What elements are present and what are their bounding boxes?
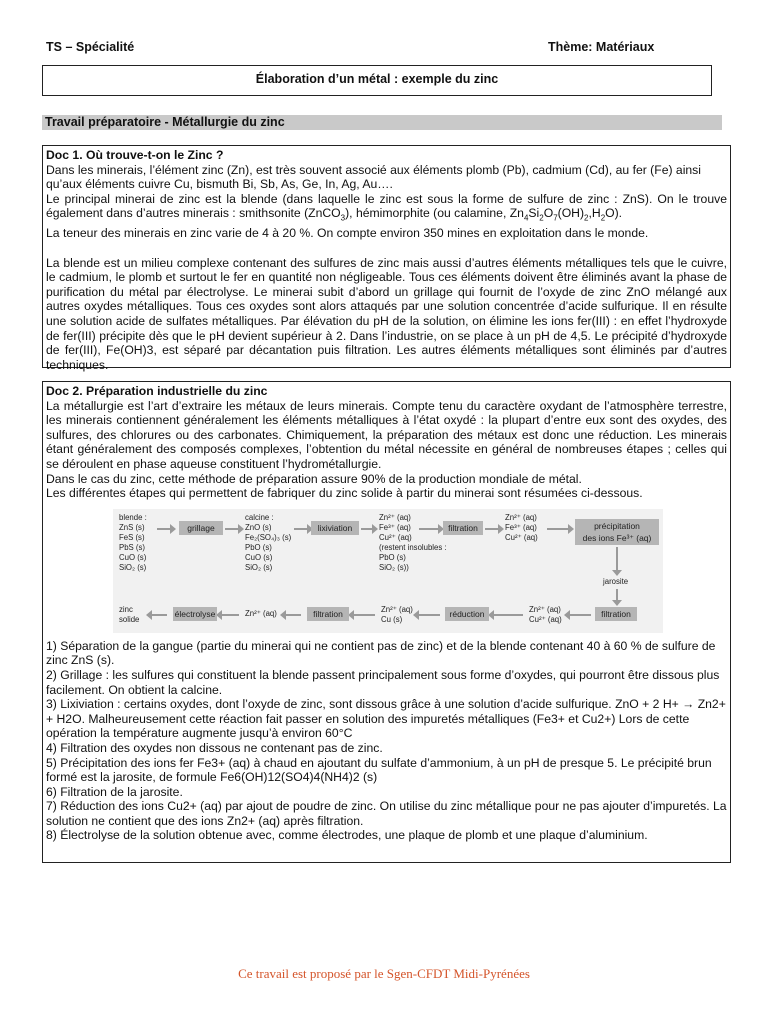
calcine-item: CuO (s) [245,552,273,562]
section-title: Travail préparatoire - Métallurgie du zinc [42,115,722,130]
solution3-item: Cu²⁺ (aq) [529,614,562,624]
step-text-4: 4) Filtration des oxydes non dissous ne contenant pas de zinc. [46,740,383,755]
blende-item: CuO (s) [119,552,147,562]
header-right: Thème: Matériaux [548,40,655,54]
arrow-down-icon [616,547,618,571]
doc2-paragraph-1: La métallurgie est l’art d’extraire les métaux de leurs minerais. Compte tenu du caractère oxydant de l’atmosphère terrestre, les minerais contiennent généralement les éléments métalliques à l’état oxydé : la plupart d’entre eux sont des oxydes, des sulfures, des chlorures ou des carbonates. Chimiquement, la préparation des métaux est donc une réduction. Les minerais étant généralement des composés complexes, l’obtention du métal nécessite en général de nombreuses étapes ; celles qui se déroulent en phase aqueuse constituent l’hydrométallurgie. [46,398,727,471]
calcine-title: calcine : [245,512,274,522]
arrow-left-icon [353,614,375,616]
arrow-left-icon [151,614,167,616]
doc1-box [42,145,731,372]
doc2-title: Doc 2. Préparation industrielle du zinc [46,384,268,398]
step-precipitation: précipitation des ions Fe³⁺ (aq) [575,519,659,545]
arrow-right-icon [225,528,239,530]
solution1-item: PbO (s) [379,552,406,562]
solution2-item: Cu²⁺ (aq) [505,532,538,542]
step-reduction: réduction [445,607,489,621]
solution1-column [379,513,447,573]
step-text-6: 6) Filtration de la jarosite. [46,784,183,799]
arrow-left-icon [493,614,523,616]
solution3-item: Zn²⁺ (aq) [529,604,561,614]
calcine-column [245,513,291,573]
doc2-box [42,381,731,863]
solution4-item: Zn²⁺ (aq) [381,604,413,614]
step-lixiviation: lixiviation [311,521,359,535]
step-filtration-3: filtration [307,607,349,621]
calcine-item: ZnO (s) [245,522,272,532]
process-diagram [113,509,663,633]
step-electrolyse: électrolyse [174,608,216,619]
blende-column [119,513,147,573]
doc2-paragraph-2: Dans le cas du zinc, cette méthode de préparation assure 90% de la production mondiale de métal. [46,471,582,486]
calcine-item: PbO (s) [245,542,272,552]
step-text-3: 3) Lixiviation : certains oxydes, dont l’oxyde de zinc, sont dissous grâce à une solution d’acide sulfurique. ZnO + 2 H+ → Zn2+ + H2O. Malheureusement cette réaction fait passer en solution des impuretés métalliques (Fe3+ et Cu2+) Lors de cette opération la température augmente jusqu’à environ 60°C [46,697,726,741]
arrow-right-icon [361,528,373,530]
step-filtration-2: filtration [595,607,637,621]
blende-item: PbS (s) [119,542,145,552]
arrow-right-icon [547,528,569,530]
doc1-paragraph-4: La blende est un milieu complexe contenant des sulfures de zinc mais aussi d’autres éléments métalliques tels que le cuivre, le cadmium, le plomb et surtout le fer en quantité non négligeable. Tous ces éléments doivent être éliminés avant la phase de purification du métal par électrolyse. Le minerai subit d’abord un grillage qui fournit de l’oxyde de zinc ZnO mélangé aux autres oxydes métalliques. Tous ces oxydes sont alors attaqués par une solution concentrée d’acide sulfurique. Il en résulte une solution acide de sulfates métalliques. Par élévation du pH de la solution, on élimine les ions fer(III) : en effet l’hydroxyde de fer(III) précipite dès que le pH devient supérieur à 2. Dans l’industrie, on se place à un pH de 4,5. Le précipité d’hydroxyde de fer(III), Fe(OH)3, est séparé par décantation puis filtration. Les autres éléments métalliques sont éliminés par d’autres techniques. [46,255,727,372]
solution1-item: Zn²⁺ (aq) [379,512,411,522]
blende-item: FeS (s) [119,532,145,542]
solution1-item: Cu²⁺ (aq) [379,532,412,542]
doc1-title: Doc 1. Où trouve-t-on le Zinc ? [46,148,224,162]
solution3-column [529,605,562,625]
solution1-item: Fe³⁺ (aq) [379,522,411,532]
arrow-left-icon [221,614,239,616]
arrow-right-icon [157,528,171,530]
doc2-paragraph-3: Les différentes étapes qui permettent de fabriquer du zinc solide à partir du minerai sont résumées ci-dessous. [46,486,643,501]
arrow-down-icon [616,589,618,601]
arrow-left-icon [418,614,440,616]
blende-item: ZnS (s) [119,522,145,532]
doc1-paragraph-1: Dans les minerais, l’élément zinc (Zn), est très souvent associé aux éléments plomb (Pb), cadmium (Cd), au fer (Fe) ainsi qu’aux éléments cuivre Cu, bismuth Bi, Sb, As, Ge, In, Ag, Au…. [46,162,701,192]
step-text-8: 8) Électrolyse de la solution obtenue avec, comme électrodes, une plaque de plomb et une plaque d’aluminium. [46,828,648,843]
solution1-item: SiO₂ (s)) [379,562,409,572]
jarosite-label: jarosite [603,576,629,586]
solution2-column [505,513,538,543]
step-text-5: 5) Précipitation des ions fer Fe3+ (aq) à chaud en ajoutant du sulfate d’ammonium, à un pH de presque 5. Le précipité brun formé est la jarosite, de formule Fe6(OH)12(SO4)4(NH4)2 (s) [46,755,712,785]
doc1-paragraph-3: La teneur des minerais en zinc varie de 4 à 20 %. On compte environ 350 mines en exploitation dans le monde. [46,226,649,241]
zinc-solide-label: zinc solide [119,604,140,624]
footer-credit: Ce travail est proposé par le Sgen-CFDT Midi-Pyrénées [238,966,530,981]
solution2-item: Zn²⁺ (aq) [505,512,537,522]
step-grillage: grillage [179,521,223,535]
arrow-left-icon [569,614,591,616]
blende-title: blende : [119,512,147,522]
arrow-right-icon [419,528,439,530]
solution4-column [381,605,413,625]
step-text-2: 2) Grillage : les sulfures qui constituent la blende passent principalement sous forme d’oxydes, qui pourront être dissous plus facilement. On obtient la calcine. [46,667,720,697]
calcine-item: Fe₂(SO₄)₃ (s) [245,532,292,542]
solution5-label: Zn²⁺ (aq) [245,608,277,618]
arrow-left-icon [285,614,301,616]
solution4-item: Cu (s) [381,614,403,624]
calcine-item: SiO₂ (s) [245,562,273,572]
step-text-7: 7) Réduction des ions Cu2+ (aq) par ajout de poudre de zinc. On utilise du zinc métallique pour ne pas ajouter d’impuretés. La solution ne contient que des ions Zn2+ (aq) après filtration. [46,799,727,828]
step-text-1: 1) Séparation de la gangue (partie du minerai qui ne contient pas de zinc) et de la blende contenant 40 à 60 % de sulfure de zinc ZnS (s). [46,638,716,668]
page-title: Élaboration d’un métal : exemple du zinc [42,65,712,96]
arrow-right-icon [485,528,499,530]
header-left: TS – Spécialité [46,40,135,54]
blende-item: SiO₂ (s) [119,562,147,572]
solution2-item: Fe³⁺ (aq) [505,522,537,532]
doc1-paragraph-2: Le principal minerai de zinc est la blende (dans laquelle le zinc est sous la forme de sulfure de zinc : ZnS). On le trouve également dans d’autres minerais : smithsonite (ZnCO$_3$), hémimorphite (ou calamine, $Zn_4Si_2O_7(OH)_2,H_2O$). [46,191,727,223]
step-filtration-1: filtration [443,521,483,535]
arrow-right-icon [294,528,308,530]
solution1-item: (restent insolubles : [379,542,447,552]
